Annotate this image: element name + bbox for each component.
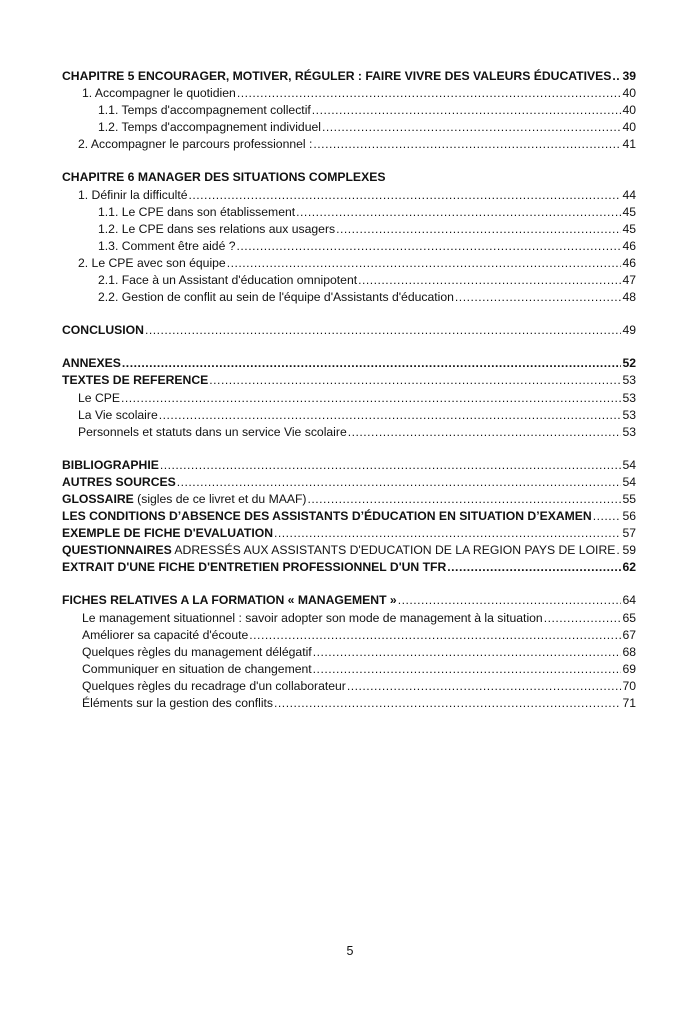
toc-entry-label: QUESTIONNAIRES	[62, 543, 172, 558]
toc-page-number: 65	[622, 610, 636, 625]
dot-leader	[274, 525, 621, 542]
toc-entry-label: ANNEXES	[62, 356, 121, 371]
dot-leader	[312, 102, 622, 119]
toc-entry-label: Quelques règles du recadrage d'un collaborateur	[82, 678, 346, 693]
toc-entry-label: TEXTES DE REFERENCE	[62, 373, 209, 388]
toc-entry[interactable]	[62, 610, 636, 627]
toc-entry-label: Améliorer sa capacité d'écoute	[82, 627, 249, 642]
toc-page-number: 53	[622, 407, 636, 422]
toc-entry-label: BIBLIOGRAPHIE	[62, 457, 159, 472]
toc-entry-label: 1.2. Temps d'accompagnement individuel	[98, 120, 321, 135]
toc-entry-label: CHAPITRE 6 MANAGER DES SITUATIONS COMPLEXES	[62, 170, 386, 185]
toc-entry-label: 1. Définir la difficulté	[78, 187, 188, 202]
toc-page-number: 53	[622, 424, 636, 439]
toc-page-number: 47	[622, 273, 636, 288]
dot-leader	[189, 187, 622, 204]
toc-entry-label: LES CONDITIONS D’ABSENCE DES ASSISTANTS D’ÉDUCATION EN SITUATION D’EXAMEN	[62, 509, 592, 524]
toc-entry-label: Éléments sur la gestion des conflits	[82, 696, 274, 710]
toc-entry-conclusion[interactable]	[62, 322, 636, 339]
dot-leader	[336, 221, 621, 238]
toc-entry[interactable]	[62, 407, 636, 424]
toc-page-number: 48	[622, 290, 636, 305]
toc-entry-annexes[interactable]	[62, 355, 636, 372]
dot-leader	[593, 508, 622, 525]
toc-entry-exemple-fiche[interactable]	[62, 525, 636, 542]
dot-leader	[455, 289, 622, 306]
dot-leader	[227, 255, 622, 272]
toc-page-number: 39	[622, 69, 636, 83]
toc-entry-label: 1. Accompagner le quotidien	[82, 86, 236, 101]
toc-page-number: 70	[622, 678, 636, 693]
toc-entry-chapitre-6[interactable]	[62, 169, 636, 186]
toc-entry-label: FICHES RELATIVES A LA FORMATION « MANAGEMENT »	[62, 593, 397, 608]
toc-page-number: 68	[622, 644, 636, 659]
toc-entry-label: GLOSSAIRE	[62, 491, 134, 506]
toc-page-number: 71	[622, 696, 636, 710]
toc-page-number: 45	[622, 204, 636, 219]
dot-leader	[313, 661, 622, 678]
toc-entry[interactable]	[62, 119, 636, 136]
dot-leader	[159, 407, 622, 424]
toc-entry-label: Quelques règles du management délégatif	[82, 644, 312, 659]
toc-page-number: 56	[622, 509, 636, 524]
dot-leader	[249, 627, 621, 644]
toc-entry-label: Communiquer en situation de changement	[82, 661, 312, 676]
toc-entry[interactable]	[62, 85, 636, 102]
toc-page-number: 49	[622, 323, 636, 338]
toc-entry[interactable]	[62, 187, 636, 204]
dot-leader	[274, 695, 621, 712]
dot-leader	[308, 491, 622, 508]
dot-leader	[237, 238, 622, 255]
toc-page-number: 69	[622, 661, 636, 676]
dot-leader	[447, 559, 621, 576]
toc-page-number: 64	[622, 593, 636, 608]
toc-page-number: 55	[622, 491, 636, 506]
table-of-contents	[62, 68, 636, 712]
toc-entry-glossaire[interactable]	[62, 491, 636, 508]
toc-entry-label: AUTRES SOURCES	[62, 474, 176, 489]
toc-page-number: 59	[622, 543, 636, 558]
dot-leader	[348, 424, 622, 441]
toc-entry-label: Personnels et statuts dans un service Vie scolaire	[78, 424, 347, 439]
toc-entry-label: Le CPE	[78, 390, 121, 405]
dot-leader	[209, 372, 621, 389]
page-number: 5	[346, 944, 354, 958]
toc-entry[interactable]	[62, 204, 636, 221]
toc-entry-label: CHAPITRE 5 ENCOURAGER, MOTIVER, RÉGULER : FAIRE VIVRE DES VALEURS ÉDUCATIVES	[62, 69, 612, 83]
toc-entry[interactable]	[62, 644, 636, 661]
dot-leader	[544, 610, 622, 627]
toc-entry-questionnaires[interactable]	[62, 542, 636, 559]
toc-entry-label: 2. Le CPE avec son équipe	[78, 255, 226, 270]
toc-page-number: 53	[622, 390, 636, 405]
toc-entry[interactable]	[62, 678, 636, 695]
toc-entry-label: 1.1. Temps d'accompagnement collectif	[98, 103, 311, 118]
toc-entry-label: 1.1. Le CPE dans son établissement	[98, 204, 296, 219]
toc-entry-label: La Vie scolaire	[78, 407, 158, 422]
toc-entry[interactable]	[62, 627, 636, 644]
dot-leader	[160, 457, 622, 474]
toc-entry-label: 2.2. Gestion de conflit au sein de l'équipe d'Assistants d'éducation	[98, 290, 454, 305]
toc-page-number: 52	[622, 356, 636, 371]
toc-entry-label: Le management situationnel : savoir adopter son mode de management à la situation	[82, 610, 543, 625]
toc-entry[interactable]	[62, 661, 636, 678]
toc-page-number: 40	[622, 103, 636, 118]
toc-page-number: 54	[622, 457, 636, 472]
toc-entry-label: EXTRAIT D'UNE FICHE D'ENTRETIEN PROFESSIONNEL D'UN TFR	[62, 560, 447, 575]
dot-leader	[122, 355, 622, 372]
dot-leader	[237, 85, 622, 102]
dot-leader	[313, 644, 622, 661]
toc-entry[interactable]	[62, 136, 636, 153]
toc-entry-label: 1.3. Comment être aidé ?	[98, 238, 236, 253]
toc-page-number: 40	[622, 120, 636, 135]
toc-entry-autres-sources[interactable]	[62, 474, 636, 491]
toc-page-number: 54	[622, 474, 636, 489]
toc-entry-conditions-absence[interactable]	[62, 508, 636, 525]
dot-leader	[398, 592, 622, 609]
toc-entry-bibliographie[interactable]	[62, 457, 636, 474]
dot-leader	[616, 542, 621, 559]
dot-leader	[145, 322, 622, 339]
toc-entry[interactable]	[62, 272, 636, 289]
toc-page-number: 46	[622, 255, 636, 270]
dot-leader	[347, 678, 622, 695]
dot-leader	[612, 68, 621, 85]
dot-leader	[358, 272, 621, 289]
toc-page-number: 62	[622, 560, 636, 575]
toc-page-number: 53	[622, 373, 636, 388]
toc-entry-extrait-fiche[interactable]	[62, 559, 636, 576]
toc-page-number: 57	[622, 526, 636, 541]
toc-entry[interactable]	[62, 238, 636, 255]
toc-page-number: 67	[622, 627, 636, 642]
toc-entry-textes-de-reference[interactable]	[62, 372, 636, 389]
toc-entry[interactable]	[62, 390, 636, 407]
toc-entry-label: CONCLUSION	[62, 323, 144, 338]
toc-entry-label: 1.2. Le CPE dans ses relations aux usagers	[98, 221, 336, 236]
dot-leader	[121, 390, 621, 407]
dot-leader	[313, 136, 621, 153]
toc-entry[interactable]	[62, 102, 636, 119]
toc-page-number: 46	[622, 238, 636, 253]
toc-entry[interactable]	[62, 695, 636, 712]
toc-entry-label: 2.1. Face à un Assistant d'éducation omnipotent	[98, 273, 358, 288]
toc-page-number: 40	[622, 86, 636, 101]
toc-entry-fiches-management[interactable]	[62, 592, 636, 609]
toc-page-number: 45	[622, 221, 636, 236]
toc-entry[interactable]	[62, 255, 636, 272]
toc-entry[interactable]	[62, 424, 636, 441]
toc-page-number: 44	[622, 187, 636, 202]
toc-entry[interactable]	[62, 289, 636, 306]
toc-entry-chapitre-5[interactable]	[62, 68, 636, 85]
toc-entry-label: 2. Accompagner le parcours professionnel :	[78, 137, 313, 152]
dot-leader	[177, 474, 622, 491]
toc-entry-suffix: ADRESSÉS AUX ASSISTANTS D'EDUCATION DE LA REGION PAYS DE LOIRE	[171, 543, 616, 558]
toc-entry-label: EXEMPLE DE FICHE D'EVALUATION	[62, 526, 274, 541]
toc-entry[interactable]	[62, 221, 636, 238]
toc-page-number: 41	[622, 137, 636, 152]
dot-leader	[322, 119, 621, 136]
toc-entry-suffix: (sigles de ce livret et du MAAF)	[133, 491, 307, 506]
dot-leader	[296, 204, 621, 221]
